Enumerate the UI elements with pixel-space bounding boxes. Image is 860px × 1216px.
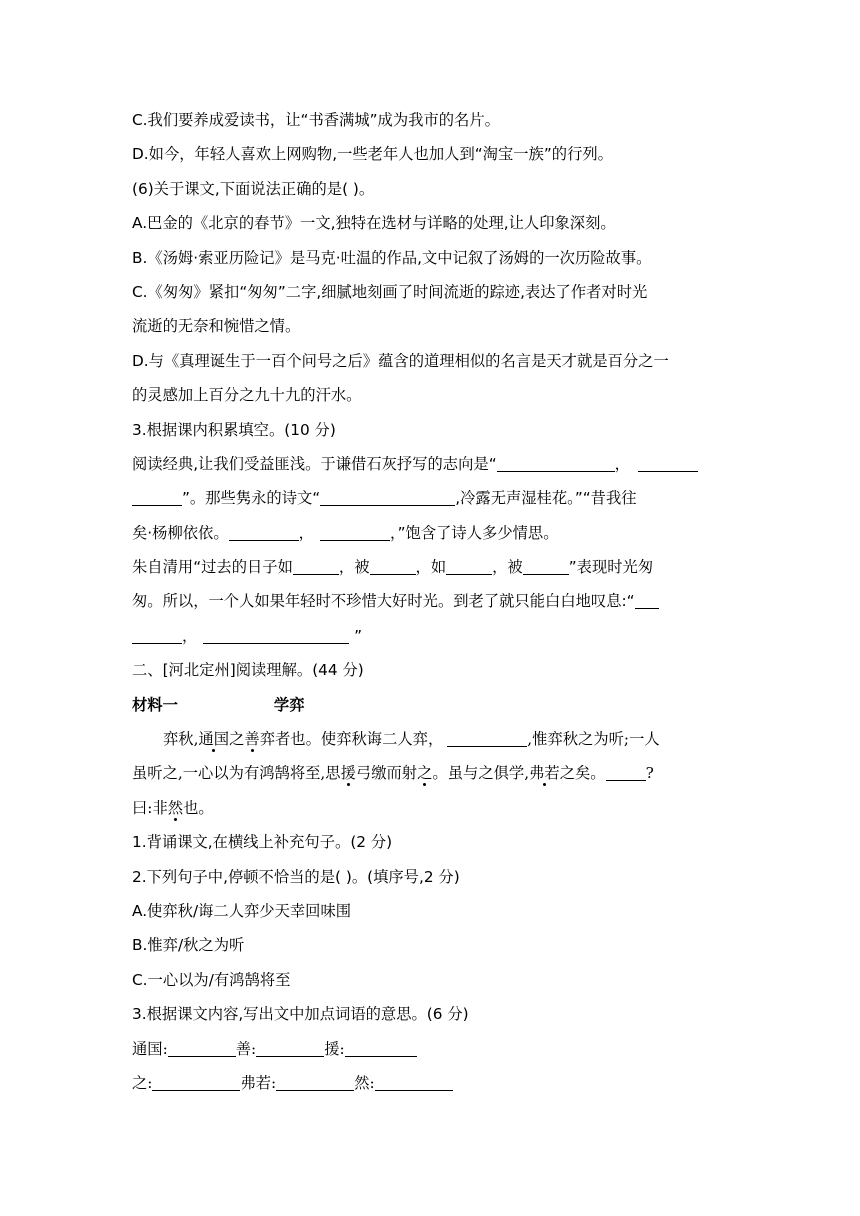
- fill-line-6: [132, 619, 730, 653]
- passage-text: 之: [229, 730, 245, 749]
- fill-text: ，如: [415, 558, 447, 577]
- question-6: (6)关于课文,下面说法正确的是( )。: [132, 179, 375, 198]
- question-6-option-c-cont: 流逝的无奈和惋惜之情。: [132, 317, 301, 336]
- question-6-option-b: B.《汤姆·索亚历险记》是马克·吐温的作品,文中记叙了汤姆的一次历险故事。: [132, 248, 652, 267]
- answer-blank[interactable]: [168, 1039, 236, 1057]
- word-label: 之:: [132, 1073, 153, 1092]
- dotted-word: 弗若: [529, 764, 560, 783]
- section-2-heading: 二、[河北定州]阅读理解。(44 分): [132, 661, 364, 680]
- answer-blank[interactable]: [152, 1073, 240, 1091]
- blank[interactable]: [446, 557, 492, 575]
- material-title: 学弈: [273, 695, 305, 714]
- word-label: 弗若:: [240, 1073, 277, 1092]
- passage-text: 。虽与之俱学,: [432, 764, 530, 783]
- material-heading: [132, 688, 730, 722]
- blank[interactable]: [203, 626, 349, 644]
- answer-blank[interactable]: [345, 1039, 417, 1057]
- passage-text: 之矣。: [559, 764, 606, 783]
- blank[interactable]: [638, 454, 698, 472]
- passage-text: ,惟弈秋之为听;一人: [527, 730, 660, 749]
- material-label: 材料一: [132, 695, 178, 714]
- fill-line-5: [132, 584, 730, 618]
- question-6-option-d-cont: 的灵感加上百分之九十九的汗水。: [132, 386, 362, 405]
- fill-text: 朱自清用“过去的日子如: [132, 558, 293, 577]
- passage-line-3: [132, 791, 730, 825]
- fill-text: ，: [182, 626, 198, 645]
- fill-line-3: [132, 516, 730, 550]
- question-2-option-b: B.惟弈/秋之为听: [132, 936, 245, 955]
- answer-blank[interactable]: [375, 1073, 453, 1091]
- fill-text: ”。那些隽永的诗文“: [182, 489, 321, 508]
- dotted-word: 然: [167, 798, 184, 817]
- word-label: 然:: [354, 1073, 375, 1092]
- fill-text: ，: [614, 454, 630, 473]
- answer-blank[interactable]: [256, 1039, 324, 1057]
- blank[interactable]: [497, 454, 615, 472]
- question-6-option-a: A.巴金的《北京的春节》一文,独特在选材与详略的处理,让人印象深刻。: [132, 214, 616, 233]
- fill-text: ，被: [338, 558, 370, 577]
- fill-text: ，”饱含了诗人多少情思。: [389, 523, 559, 542]
- blank[interactable]: [447, 729, 527, 747]
- question-1: 1.背诵课文,在横线上补充句子。(2 分): [132, 833, 393, 852]
- fill-line-2: [132, 481, 730, 515]
- passage-text: 弓缴而射: [355, 764, 418, 783]
- blank[interactable]: [320, 523, 390, 541]
- fill-text: ，被: [492, 558, 523, 577]
- blank[interactable]: [635, 591, 659, 609]
- word-meaning-line-2: [132, 1066, 730, 1100]
- passage-line-2: [132, 756, 730, 790]
- option-c-sentence: C.我们要养成爱读书，让“书香满城”成为我市的名片。: [132, 111, 500, 129]
- fill-text: 矣·杨柳依依。: [132, 523, 229, 542]
- document-page: [132, 103, 730, 1100]
- fill-line-4: [132, 550, 730, 584]
- question-3-heading: 3.根据课内积累填空。(10 分): [132, 420, 336, 439]
- word-label: 通国:: [132, 1039, 168, 1058]
- fill-line-1: [132, 447, 730, 481]
- answer-blank[interactable]: [276, 1073, 354, 1091]
- question-2-option-a: A.使弈秋/诲二人弈少天幸回味围: [132, 901, 352, 920]
- blank[interactable]: [229, 523, 299, 541]
- blank[interactable]: [606, 763, 646, 781]
- blank[interactable]: [132, 626, 182, 644]
- passage-text: 虽听之,一心以为有鸿鹄将至,思: [132, 764, 341, 783]
- question-6-option-c: C.《匆匆》紧扣“匆匆”二字,细腻地刻画了时间流逝的踪迹,表达了作者对时光: [132, 282, 648, 301]
- blank[interactable]: [293, 557, 339, 575]
- question-2-option-c: C.一心以为/有鸿鹄将至: [132, 970, 291, 989]
- fill-text: 匆。所以，一个人如果年轻时不珍惜大好时光。到老了就只能白白地叹息:“: [132, 592, 635, 611]
- fill-text: ”表现时光匆: [568, 558, 654, 577]
- passage-line-1: [132, 722, 730, 756]
- word-label: 援:: [324, 1039, 345, 1058]
- passage-text: ?: [645, 764, 654, 783]
- blank[interactable]: [370, 557, 416, 575]
- word-label: 善:: [235, 1039, 257, 1058]
- question-3: 3.根据课文内容,写出文中加点词语的意思。(6 分): [132, 1005, 469, 1024]
- blank[interactable]: [523, 557, 569, 575]
- option-d-sentence: D.如今，年轻人喜欢上网购物,一些老年人也加人到“淘宝一族”的行列。: [132, 145, 613, 164]
- fill-text: 阅读经典,让我们受益匪浅。于谦借石灰抒写的志向是“: [132, 454, 497, 473]
- fill-text: ，: [298, 523, 314, 542]
- dotted-word: 之: [417, 764, 433, 783]
- dotted-word: 善: [244, 730, 260, 749]
- question-6-option-d: D.与《真理诞生于一百个问号之后》蕴含的道理相似的名言是天才就是百分之一: [132, 351, 669, 370]
- passage-text: 弈秋,: [163, 730, 199, 749]
- passage-text: 弈者也。使弈秋诲二人弈，: [259, 730, 444, 749]
- fill-text: ,冷露无声湿桂花。”“昔我往: [455, 489, 637, 508]
- passage-text: 也。: [183, 798, 214, 817]
- question-2: 2.下列句子中,停顿不恰当的是( )。(填序号,2 分): [132, 867, 460, 886]
- dotted-word: 通国: [198, 730, 230, 749]
- passage-text: 曰:非: [132, 798, 168, 817]
- blank[interactable]: [320, 488, 455, 506]
- dotted-word: 援: [340, 764, 356, 783]
- word-meaning-line-1: [132, 1032, 730, 1066]
- fill-text: ”: [349, 626, 363, 645]
- blank[interactable]: [132, 488, 182, 506]
